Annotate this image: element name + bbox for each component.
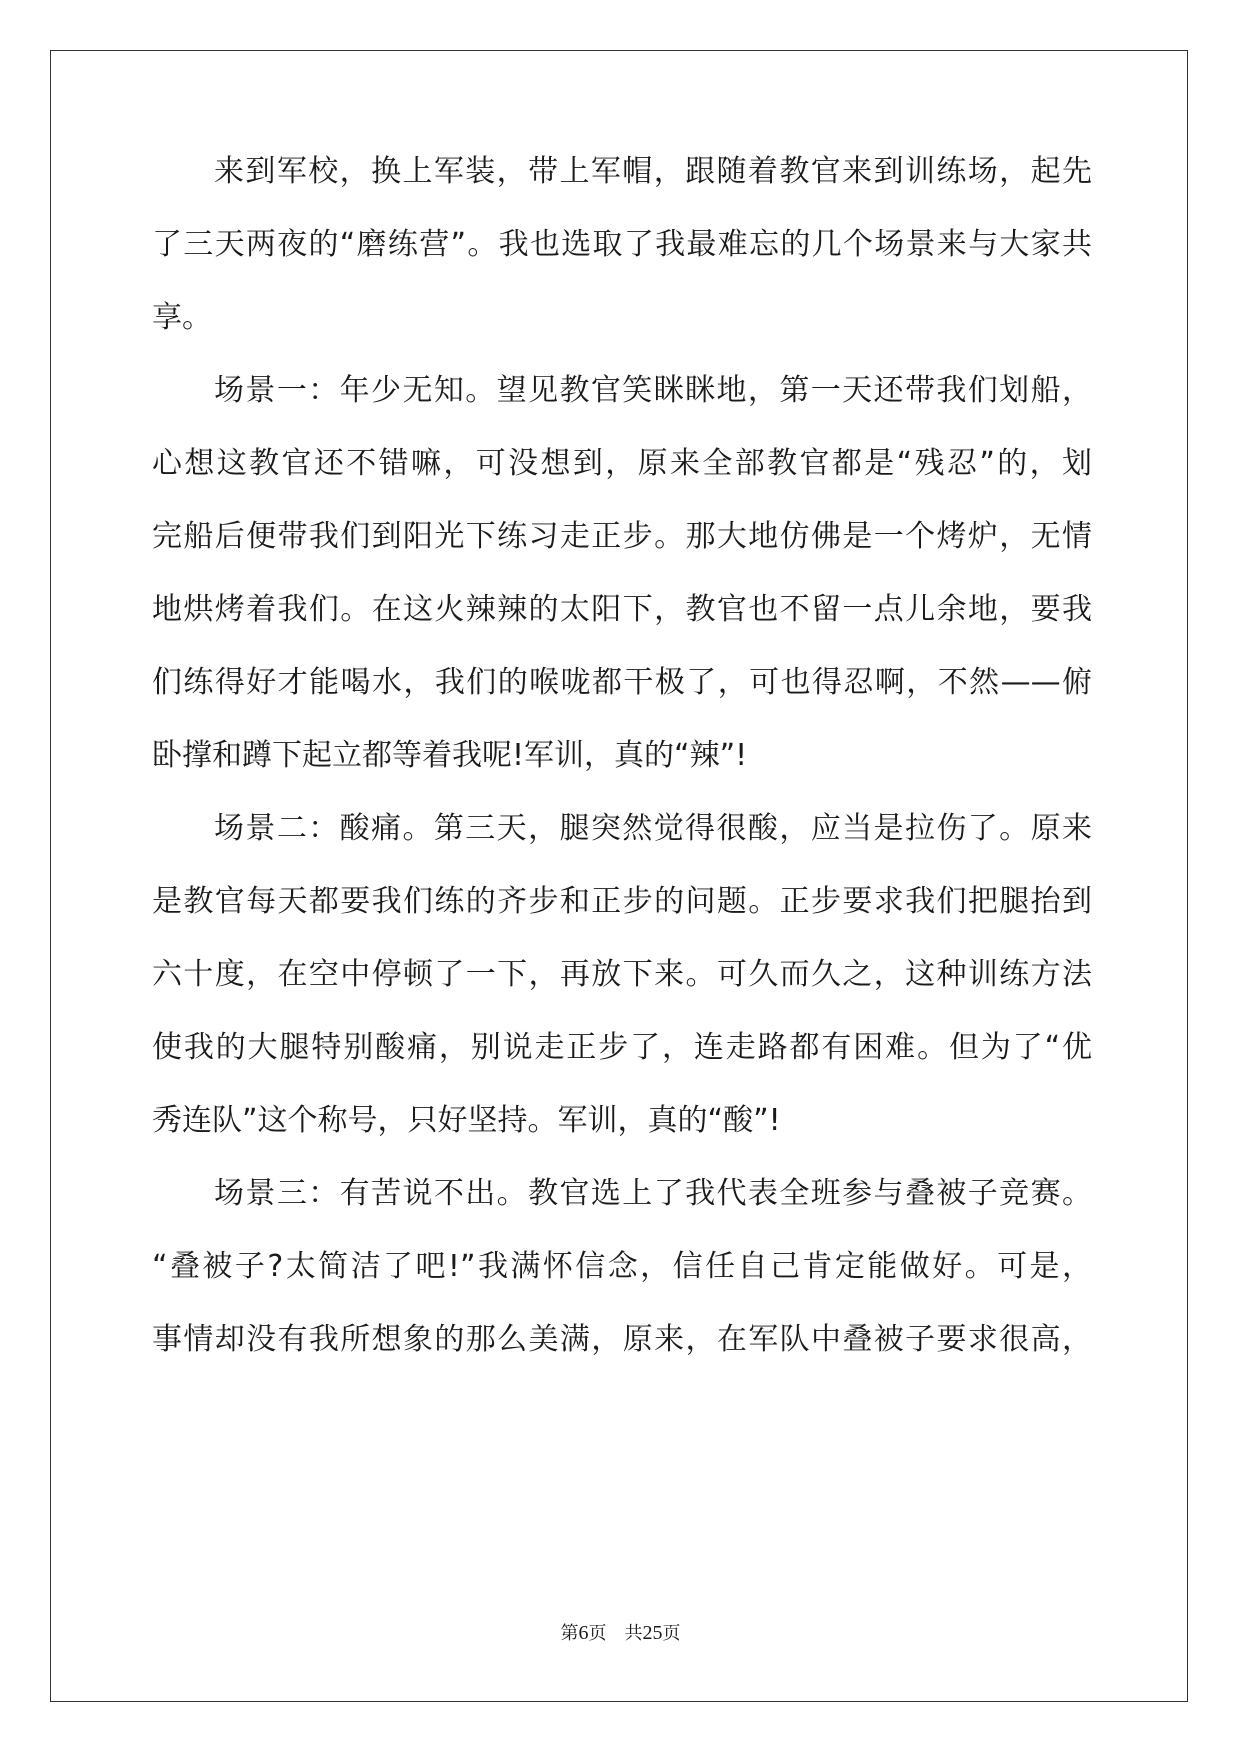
paragraph-4-line-3: 事情却没有我所想象的那么美满，原来，在军队中叠被子要求很高， — [152, 1322, 1092, 1357]
paragraph-4-line-1: 场景三：有苦说不出。教官选上了我代表全班参与叠被子竞赛。 — [214, 1176, 1092, 1211]
paragraph-3-line-5: 秀连队”这个称号，只好坚持。军训，真的“酸”! — [152, 1103, 781, 1138]
paragraph-1-line-2: 了三天两夜的“磨练营”。我也选取了我最难忘的几个场景来与大家共 — [152, 227, 1092, 262]
paragraph-3-line-4: 使我的大腿特别酸痛，别说走正步了，连走路都有困难。但为了“优 — [152, 1030, 1092, 1065]
paragraph-4-line-2: “叠被子?太简洁了吧!”我满怀信念，信任自己肯定能做好。可是， — [152, 1249, 1092, 1284]
page-prefix: 第 — [560, 1623, 579, 1644]
paragraph-2-line-2: 心想这教官还不错嘛，可没想到，原来全部教官都是“残忍”的，划 — [152, 446, 1092, 481]
paragraph-3-line-2: 是教官每天都要我们练的齐步和正步的问题。正步要求我们把腿抬到 — [152, 884, 1092, 919]
paragraph-3-line-1: 场景二：酸痛。第三天，腿突然觉得很酸，应当是拉伤了。原来 — [214, 811, 1092, 846]
page-suffix: 页 — [588, 1623, 607, 1644]
paragraph-1-line-3: 享。 — [152, 300, 212, 335]
paragraph-2-line-6: 卧撑和蹲下起立都等着我呢!军训，真的“辣”! — [152, 738, 748, 773]
paragraph-2-line-5: 们练得好才能喝水，我们的喉咙都干极了，可也得忍啊，不然——俯 — [152, 665, 1092, 700]
paragraph-2-line-1: 场景一：年少无知。望见教官笑眯眯地，第一天还带我们划船， — [214, 373, 1092, 408]
paragraph-3-line-3: 六十度，在空中停顿了一下，再放下来。可久而久之，这种训练方法 — [152, 957, 1092, 992]
paragraph-2-line-3: 完船后便带我们到阳光下练习走正步。那大地仿佛是一个烤炉，无情 — [152, 519, 1092, 554]
page-current-number: 6 — [578, 1622, 589, 1644]
total-prefix: 共 — [624, 1623, 643, 1644]
total-suffix: 页 — [662, 1623, 681, 1644]
paragraph-1-line-1: 来到军校，换上军装，带上军帽，跟随着教官来到训练场，起先 — [214, 154, 1092, 189]
page-total-number: 25 — [642, 1622, 663, 1644]
page-footer — [0, 1620, 1241, 1647]
paragraph-2-line-4: 地烘烤着我们。在这火辣辣的太阳下，教官也不留一点儿余地，要我 — [152, 592, 1092, 627]
